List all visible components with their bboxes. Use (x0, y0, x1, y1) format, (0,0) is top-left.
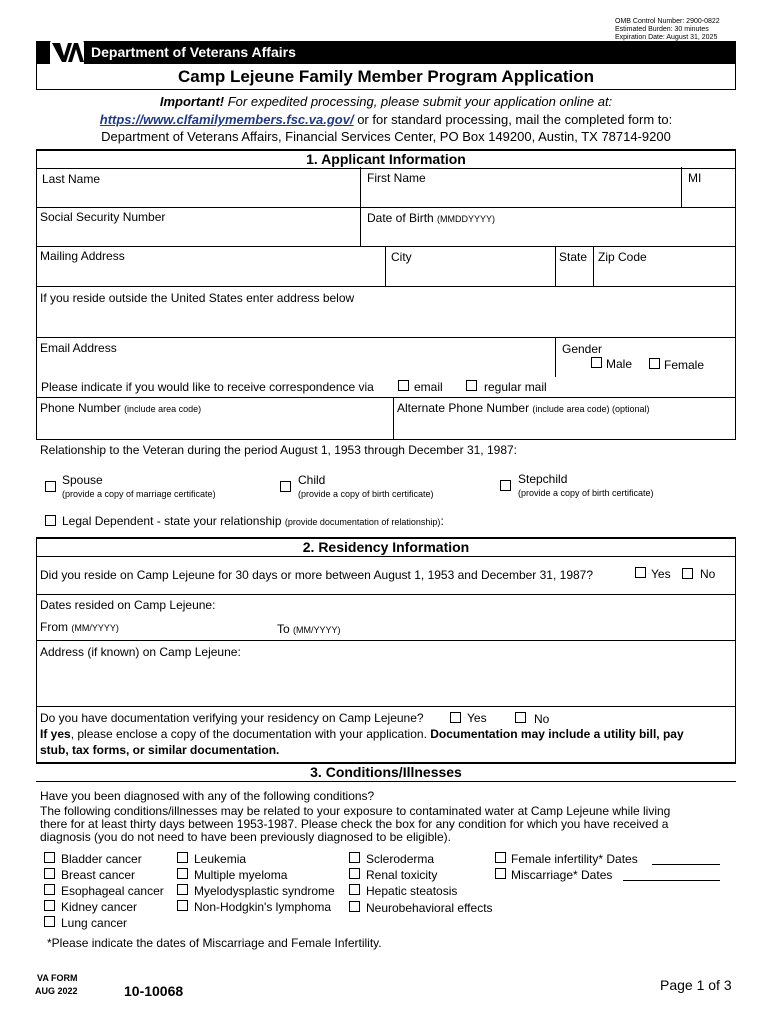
correspondence-mail-checkbox[interactable] (466, 380, 477, 391)
mailing-address-label: Mailing Address (40, 249, 125, 263)
renal-toxicity-checkbox[interactable] (349, 868, 360, 879)
omb-control-number: OMB Control Number: 2900-0822 (615, 18, 720, 25)
section3-header: 3. Conditions/Illnesses (36, 762, 736, 782)
divider-h3 (36, 286, 736, 287)
documentation-no-checkbox[interactable] (515, 712, 526, 723)
dob-label (367, 211, 495, 225)
leukemia-checkbox[interactable] (177, 852, 188, 863)
from-label (40, 620, 119, 634)
va-logo (50, 40, 84, 66)
important-line-2 (36, 112, 736, 127)
child-label: Child (298, 473, 326, 487)
stepchild-checkbox[interactable] (500, 480, 511, 491)
divider-v7 (393, 397, 394, 439)
correspondence-label: Please indicate if you would like to receive correspondence via (41, 380, 374, 394)
correspondence-email-checkbox[interactable] (398, 380, 409, 391)
breast-cancer-checkbox[interactable] (44, 868, 55, 879)
divider-v2 (681, 167, 682, 207)
gender-female-label: Female (664, 358, 705, 372)
condition-label: Miscarriage* Dates (511, 868, 613, 882)
outside-us-label: If you reside outside the United States enter address below (40, 291, 355, 305)
documentation-types-1: Documentation may include a utility bill, pay (430, 727, 684, 741)
neurobehavioral-effects-checkbox[interactable] (349, 901, 360, 912)
camp-address-label: Address (if known) on Camp Lejeune: (40, 645, 241, 659)
miscarriage-checkbox[interactable] (495, 868, 506, 879)
divider-v6 (555, 337, 556, 377)
spouse-hint: (provide a copy of marriage certificate) (62, 489, 216, 499)
dob-hint: (MMDDYYYY) (437, 214, 496, 224)
section2-header: 2. Residency Information (36, 537, 736, 557)
bladder-cancer-checkbox[interactable] (44, 852, 55, 863)
state-label: State (559, 250, 588, 264)
important-line-1 (36, 94, 736, 109)
reside-yes-label: Yes (651, 567, 671, 581)
to-hint: (MM/YYYY) (293, 625, 341, 635)
reside-no-label: No (700, 567, 716, 581)
alt-phone-label (397, 401, 650, 415)
multiple-myeloma-checkbox[interactable] (177, 868, 188, 879)
legal-dependent-text: Legal Dependent (62, 514, 154, 528)
documentation-instructions-1 (40, 727, 684, 741)
miscarriage-dates-line[interactable] (623, 880, 720, 881)
divider-v3 (385, 246, 386, 286)
phone-label (40, 401, 201, 415)
female-infertility-checkbox[interactable] (495, 852, 506, 863)
stepchild-hint: (provide a copy of birth certificate) (518, 488, 654, 498)
last-name-label: Last Name (42, 172, 101, 186)
divider-h7 (36, 594, 736, 595)
divider-h1 (36, 207, 736, 208)
alt-phone-hint: (include area code) (optional) (532, 404, 650, 414)
child-checkbox[interactable] (280, 481, 291, 492)
form-number: 10-10068 (124, 983, 184, 999)
divider-h6 (36, 439, 736, 440)
condition-label: Neurobehavioral effects (366, 901, 493, 915)
kidney-cancer-checkbox[interactable] (44, 900, 55, 911)
page-number: Page 1 of 3 (660, 977, 732, 993)
email-label: Email Address (40, 341, 117, 355)
condition-label: Breast cancer (61, 868, 136, 882)
section2-right-border (735, 537, 736, 764)
department-name: Department of Veterans Affairs (91, 44, 296, 60)
correspondence-email-label: email (414, 380, 443, 394)
ssn-label: Social Security Number (40, 210, 166, 224)
spouse-label: Spouse (62, 473, 103, 487)
zip-label: Zip Code (598, 250, 647, 264)
conditions-paragraph-3: diagnosis (you do not need to have been previously diagnosed to be eligible). (40, 830, 451, 844)
non-hodgkins-lymphoma-checkbox[interactable] (177, 900, 188, 911)
documentation-question: Do you have documentation verifying your residency on Camp Lejeune? (40, 711, 424, 725)
child-hint: (provide a copy of birth certificate) (298, 489, 434, 499)
scleroderma-checkbox[interactable] (349, 852, 360, 863)
divider-v4 (555, 246, 556, 286)
online-application-link[interactable]: https://www.clfamilymembers.fsc.va.gov/ (99, 112, 354, 127)
spouse-checkbox[interactable] (45, 481, 56, 492)
phone-hint: (include area code) (124, 404, 202, 414)
from-label-text: From (40, 620, 68, 634)
documentation-no-label: No (534, 712, 550, 726)
condition-label: Non-Hodgkin's lymphoma (194, 900, 332, 914)
section2-left-border (36, 537, 37, 764)
stepchild-label: Stepchild (518, 472, 568, 486)
if-yes-text: , please enclose a copy of the documentation with your application. (70, 727, 431, 741)
legal-dependent-label (62, 514, 444, 528)
condition-label: Multiple myeloma (194, 868, 288, 882)
va-logo-icon (50, 40, 84, 66)
to-label (277, 622, 341, 636)
to-label-text: To (277, 622, 290, 636)
divider-h9 (36, 706, 736, 707)
section1-header: 1. Applicant Information (36, 149, 736, 169)
esophageal-cancer-checkbox[interactable] (44, 884, 55, 895)
omb-burden: Estimated Burden: 30 minutes (615, 26, 709, 33)
conditions-paragraph-2: there for at least thirty days between 1953-1987. Please check the box for any condition for which you have received a (40, 817, 669, 831)
legal-dependent-checkbox[interactable] (45, 515, 56, 526)
female-infertility-dates-line[interactable] (652, 864, 720, 865)
reside-question: Did you reside on Camp Lejeune for 30 days or more between August 1, 1953 and December 31, 1987? (40, 568, 594, 582)
divider-h4 (36, 337, 736, 338)
from-hint: (MM/YYYY) (71, 623, 119, 633)
first-name-label: First Name (367, 171, 426, 185)
divider-v5 (593, 246, 594, 286)
form-label: VA FORM (37, 973, 78, 983)
documentation-types-2: stub, tax forms, or similar documentation. (40, 743, 280, 757)
condition-label: Leukemia (194, 852, 247, 866)
important-text-2: or for standard processing, mail the completed form to: (353, 112, 673, 127)
dob-label-text: Date of Birth (367, 211, 434, 225)
mi-label: MI (688, 171, 702, 185)
divider-h8 (36, 640, 736, 641)
myelodysplastic-syndrome-checkbox[interactable] (177, 884, 188, 895)
condition-label: Renal toxicity (366, 868, 438, 882)
gender-male-checkbox[interactable] (591, 357, 602, 368)
legal-dependent-hint: (provide documentation of relationship) (284, 517, 441, 527)
legal-dependent-colon: : (440, 514, 444, 528)
conditions-note: *Please indicate the dates of Miscarriage and Female Infertility. (47, 936, 382, 950)
city-label: City (391, 250, 412, 264)
condition-label: Bladder cancer (61, 852, 142, 866)
important-label: Important! (159, 94, 225, 109)
gender-male-label: Male (606, 357, 633, 371)
important-text-1: For expedited processing, please submit your application online at: (224, 94, 613, 109)
relationship-label: Relationship to the Veteran during the period August 1, 1953 through December 31, 1987: (40, 443, 517, 457)
gender-female-checkbox[interactable] (649, 358, 660, 369)
form-title: Camp Lejeune Family Member Program Application (178, 67, 594, 86)
condition-label: Kidney cancer (61, 900, 138, 914)
alt-phone-label-text: Alternate Phone Number (397, 401, 530, 415)
conditions-paragraph-1: The following conditions/illnesses may be related to your exposure to contaminated water at Camp Lejeune while living (40, 804, 671, 818)
correspondence-mail-label: regular mail (484, 380, 547, 394)
condition-label: Hepatic steatosis (366, 884, 458, 898)
condition-label: Female infertility* Dates (511, 852, 638, 866)
mailing-address-line: Department of Veterans Affairs, Financial Services Center, PO Box 149200, Austin, TX 78714-9200 (101, 129, 671, 144)
divider-h2 (36, 246, 736, 247)
hepatic-steatosis-checkbox[interactable] (349, 884, 360, 895)
form-date: AUG 2022 (35, 986, 78, 996)
reside-yes-checkbox[interactable] (635, 567, 646, 578)
condition-label: Scleroderma (366, 852, 435, 866)
lung-cancer-checkbox[interactable] (44, 916, 55, 927)
documentation-yes-label: Yes (467, 711, 487, 725)
phone-label-text: Phone Number (40, 401, 121, 415)
condition-label: Myelodysplastic syndrome (194, 884, 335, 898)
condition-label: Lung cancer (61, 916, 128, 930)
documentation-yes-checkbox[interactable] (450, 712, 461, 723)
gender-label: Gender (562, 342, 603, 356)
omb-expiration: Expiration Date: August 31, 2025 (615, 34, 718, 41)
conditions-question: Have you been diagnosed with any of the following conditions? (40, 789, 375, 803)
divider-h5 (36, 397, 736, 398)
reside-no-checkbox[interactable] (682, 568, 693, 579)
if-yes-label: If yes (40, 727, 71, 741)
dates-resided-label: Dates resided on Camp Lejeune: (40, 598, 216, 612)
legal-dependent-rest: - state your relationship (156, 514, 282, 528)
condition-label: Esophageal cancer (61, 884, 164, 898)
